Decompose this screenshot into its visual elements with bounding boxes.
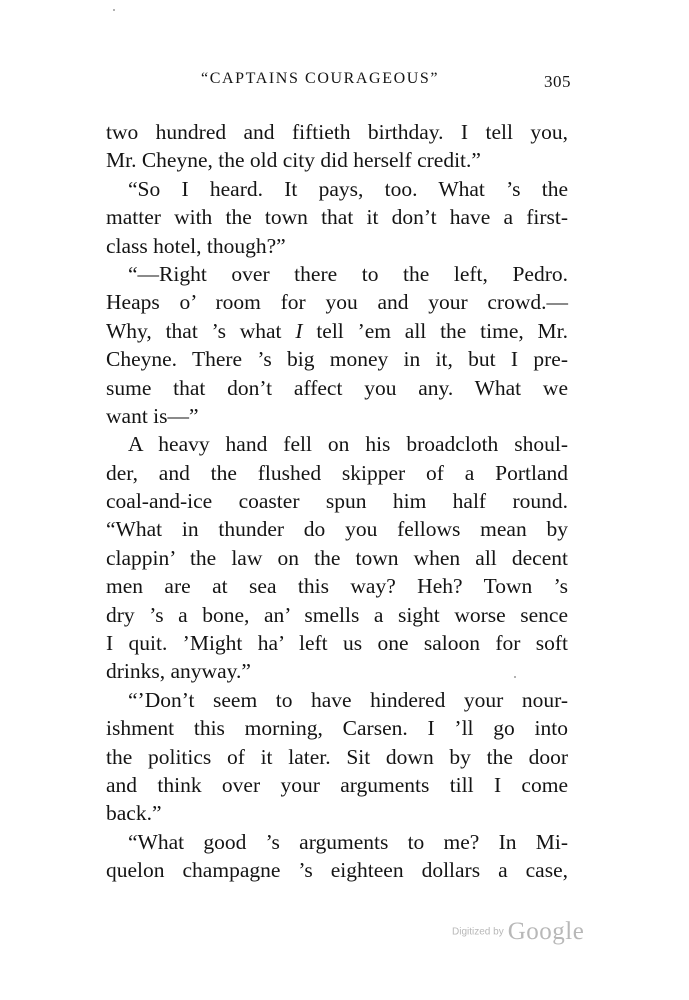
text-line: A heavy hand fell on his broadcloth shoul- xyxy=(128,432,568,457)
page-header xyxy=(105,70,571,94)
text-line: Mr. Cheyne, the old city did herself credit.” xyxy=(106,148,481,173)
text-line: class hotel, though?” xyxy=(106,233,286,258)
text-line: dry ’s a bone, an’ smells a sight worse sence xyxy=(106,602,568,627)
google-logo: Google xyxy=(507,918,585,945)
text-line: two hundred and fiftieth birthday. I tell you, xyxy=(106,120,568,144)
text-line: clappin’ the law on the town when all decent xyxy=(106,545,568,570)
text-line: ishment this morning, Carsen. I ’ll go into xyxy=(106,716,568,741)
text-line: Why, that ’s what I tell ’em all the time, Mr. xyxy=(106,318,568,343)
text-line: sume that don’t affect you any. What we xyxy=(106,375,568,400)
running-title: “CAPTAINS COURAGEOUS” xyxy=(201,70,440,87)
text-line: the politics of it later. Sit down by the door xyxy=(106,744,568,769)
emphasized-word: I xyxy=(295,318,303,343)
scan-speck xyxy=(113,9,115,11)
text-line: and think over your arguments till I come xyxy=(106,772,568,797)
text-line: back.” xyxy=(106,801,162,826)
digitized-by-google-watermark xyxy=(452,918,584,946)
text-line: “’Don’t seem to have hindered your nour- xyxy=(128,687,568,712)
text-line: Cheyne. There ’s big money in it, but I pre- xyxy=(106,347,568,372)
text-line: “What good ’s arguments to me? In Mi- xyxy=(128,829,568,854)
text-line: coal-and-ice coaster spun him half round. xyxy=(106,489,568,514)
text-line: “So I heard. It pays, too. What ’s the xyxy=(128,176,568,201)
text-line: “—Right over there to the left, Pedro. xyxy=(128,261,568,286)
text-line: quelon champagne ’s eighteen dollars a case, xyxy=(106,858,568,883)
text-line: want is—” xyxy=(106,403,199,428)
text-line: I quit. ’Might ha’ left us one saloon for soft xyxy=(106,631,568,656)
scan-speck xyxy=(514,676,516,678)
text-line: drinks, anyway.” xyxy=(106,659,251,684)
text-line: Heaps o’ room for you and your crowd.— xyxy=(106,290,568,315)
body-text xyxy=(106,118,568,885)
text-line: men are at sea this way? Heh? Town ’s xyxy=(106,574,568,599)
text-line: matter with the town that it don’t have a first- xyxy=(106,205,568,230)
text-line: “What in thunder do you fellows mean by xyxy=(106,517,568,542)
watermark-prefix: Digitized by xyxy=(452,926,504,938)
text-line: der, and the flushed skipper of a Portland xyxy=(106,460,568,485)
page-number: 305 xyxy=(544,72,571,91)
